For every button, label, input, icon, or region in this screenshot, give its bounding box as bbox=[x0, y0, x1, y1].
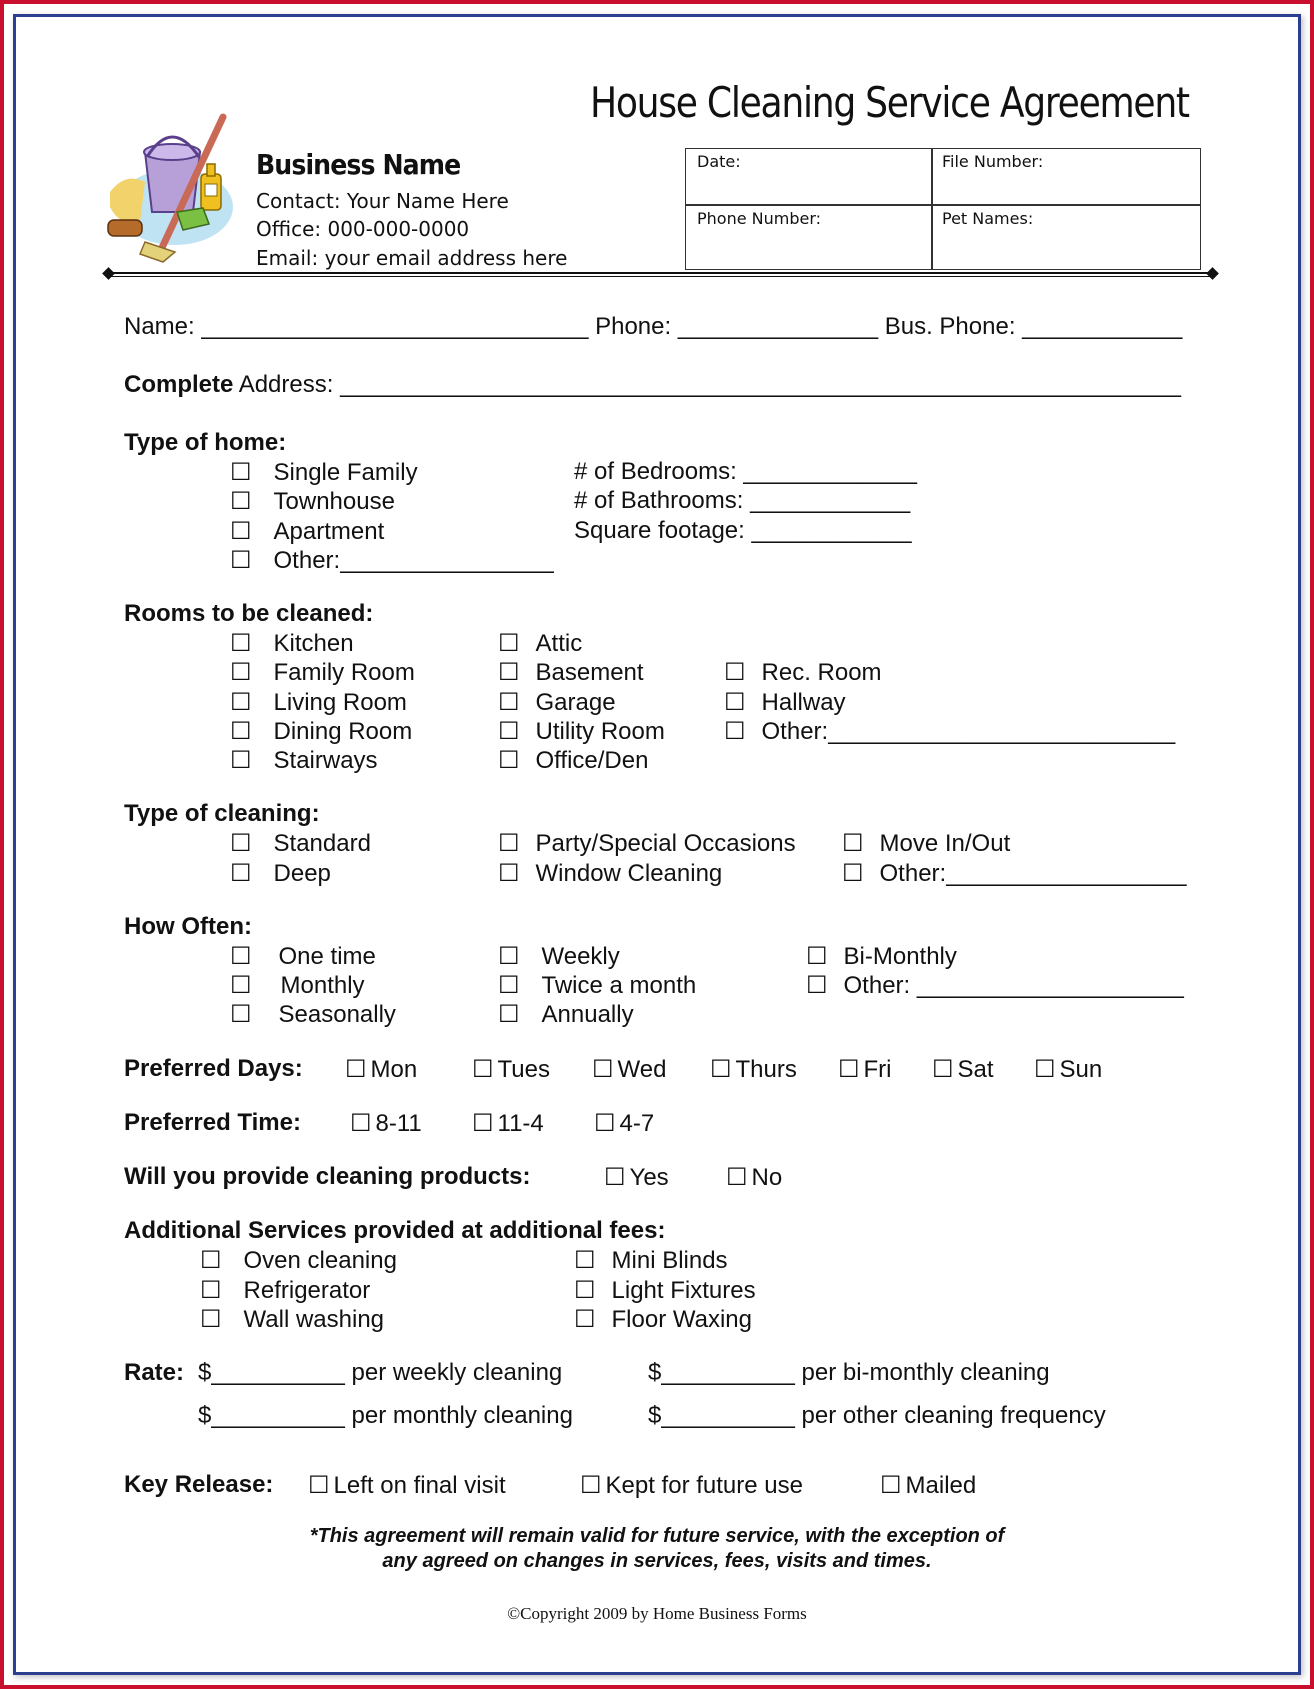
additional-service-option[interactable]: ☐ Floor Waxing bbox=[574, 1306, 752, 1333]
agreement-note-line-1: *This agreement will remain valid for future service, with the exception of bbox=[309, 1525, 1005, 1547]
home-type-other[interactable]: ☐ Other:________________ bbox=[230, 547, 554, 574]
checkbox[interactable]: ☐ bbox=[932, 1056, 954, 1083]
room-option-other[interactable]: ☐ Other:__________________________ bbox=[724, 718, 1176, 745]
checkbox[interactable]: ☐ bbox=[230, 972, 252, 999]
address-bold-label: Complete bbox=[124, 371, 234, 398]
room-option[interactable]: ☐ Garage bbox=[498, 689, 616, 716]
time-option[interactable]: ☐ 4-7 bbox=[594, 1110, 655, 1137]
frequency-option[interactable]: ☐ Annually bbox=[498, 1001, 634, 1028]
name-phone-line[interactable]: Name: _____________________________ Phone: _______________ Bus. Phone: ____________ bbox=[124, 313, 1183, 340]
date-field[interactable]: Date: bbox=[697, 152, 741, 171]
room-option[interactable]: ☐ Utility Room bbox=[498, 718, 665, 745]
checkbox[interactable]: ☐ bbox=[842, 830, 864, 857]
rate-bimonthly-field[interactable]: $__________ per bi-monthly cleaning bbox=[648, 1359, 1050, 1386]
checkbox[interactable]: ☐ bbox=[594, 1110, 616, 1137]
additional-service-option[interactable]: ☐ Light Fixtures bbox=[574, 1277, 756, 1304]
time-option[interactable]: ☐ 11-4 bbox=[472, 1110, 544, 1137]
room-option[interactable]: ☐ Office/Den bbox=[498, 747, 649, 774]
checkbox[interactable]: ☐ bbox=[308, 1472, 330, 1499]
checkbox[interactable]: ☐ bbox=[230, 459, 252, 486]
room-option[interactable]: ☐ Family Room bbox=[230, 659, 415, 686]
checkbox[interactable]: ☐ bbox=[498, 689, 520, 716]
checkbox[interactable]: ☐ bbox=[200, 1247, 222, 1274]
checkbox[interactable]: ☐ bbox=[498, 943, 520, 970]
room-option[interactable]: ☐ Rec. Room bbox=[724, 659, 882, 686]
checkbox[interactable]: ☐ bbox=[200, 1306, 222, 1333]
checkbox[interactable]: ☐ bbox=[230, 689, 252, 716]
rate-other-field[interactable]: $__________ per other cleaning frequency bbox=[648, 1402, 1106, 1429]
checkbox[interactable]: ☐ bbox=[838, 1056, 860, 1083]
checkbox[interactable]: ☐ bbox=[574, 1277, 596, 1304]
checkbox[interactable]: ☐ bbox=[880, 1472, 902, 1499]
frequency-option[interactable]: ☐ Bi-Monthly bbox=[806, 943, 957, 970]
checkbox[interactable]: ☐ bbox=[498, 860, 520, 887]
checkbox[interactable]: ☐ bbox=[230, 830, 252, 857]
checkbox[interactable]: ☐ bbox=[345, 1056, 367, 1083]
room-option[interactable]: ☐ Stairways bbox=[230, 747, 378, 774]
checkbox[interactable]: ☐ bbox=[498, 1001, 520, 1028]
frequency-option-other[interactable]: ☐ Other: ____________________ bbox=[806, 972, 1184, 999]
contact-line: Contact: Your Name Here bbox=[256, 189, 509, 213]
frequency-option[interactable]: ☐ Monthly bbox=[230, 972, 365, 999]
office-phone-line: Office: 000-000-0000 bbox=[256, 217, 470, 241]
checkbox[interactable]: ☐ bbox=[498, 747, 520, 774]
additional-services-heading: Additional Services provided at additional fees: bbox=[124, 1217, 666, 1244]
checkbox[interactable]: ☐ bbox=[724, 689, 746, 716]
key-option-kept-for-future-use[interactable]: ☐ Kept for future use bbox=[580, 1472, 803, 1499]
additional-service-option[interactable]: ☐ Wall washing bbox=[200, 1306, 385, 1333]
email-line: Email: your email address here bbox=[256, 246, 568, 270]
rate-monthly-field[interactable]: $__________ per monthly cleaning bbox=[198, 1402, 573, 1429]
home-type-townhouse[interactable]: ☐ Townhouse bbox=[230, 488, 395, 515]
checkbox[interactable]: ☐ bbox=[574, 1306, 596, 1333]
checkbox[interactable]: ☐ bbox=[230, 943, 252, 970]
day-option-sat[interactable]: ☐ Sat bbox=[932, 1056, 994, 1083]
checkbox[interactable]: ☐ bbox=[498, 972, 520, 999]
checkbox[interactable]: ☐ bbox=[230, 659, 252, 686]
checkbox[interactable]: ☐ bbox=[230, 518, 252, 545]
room-option[interactable]: ☐ Attic bbox=[498, 630, 583, 657]
room-option[interactable]: ☐ Basement bbox=[498, 659, 644, 686]
header-divider bbox=[108, 272, 1214, 274]
cleaning-option[interactable]: ☐ Move In/Out bbox=[842, 830, 1011, 857]
header-divider-secondary bbox=[108, 276, 1214, 277]
agreement-note-line-2: any agreed on changes in services, fees, visits and times. bbox=[382, 1550, 932, 1572]
checkbox[interactable]: ☐ bbox=[498, 659, 520, 686]
home-type-apartment[interactable]: ☐ Apartment bbox=[230, 518, 385, 545]
day-option-tues[interactable]: ☐ Tues bbox=[472, 1056, 550, 1083]
file-number-field[interactable]: File Number: bbox=[942, 152, 1044, 171]
checkbox[interactable]: ☐ bbox=[604, 1164, 626, 1191]
checkbox[interactable]: ☐ bbox=[724, 718, 746, 745]
day-option-wed[interactable]: ☐ Wed bbox=[592, 1056, 667, 1083]
bathrooms-field[interactable]: # of Bathrooms: ____________ bbox=[574, 487, 911, 514]
pet-names-field[interactable]: Pet Names: bbox=[942, 209, 1034, 228]
checkbox[interactable]: ☐ bbox=[710, 1056, 732, 1083]
address-line[interactable] bbox=[124, 371, 1181, 399]
key-release-label: Key Release: bbox=[124, 1471, 274, 1498]
bedrooms-field[interactable]: # of Bedrooms: _____________ bbox=[574, 458, 917, 485]
cleaning-option-other[interactable]: ☐ Other:__________________ bbox=[842, 860, 1187, 887]
preferred-time-label: Preferred Time: bbox=[124, 1109, 301, 1136]
frequency-option[interactable]: ☐ Weekly bbox=[498, 943, 620, 970]
checkbox[interactable]: ☐ bbox=[350, 1110, 372, 1137]
checkbox[interactable]: ☐ bbox=[230, 718, 252, 745]
checkbox[interactable]: ☐ bbox=[574, 1247, 596, 1274]
checkbox[interactable]: ☐ bbox=[498, 718, 520, 745]
key-option-mailed[interactable]: ☐ Mailed bbox=[880, 1472, 977, 1499]
checkbox[interactable]: ☐ bbox=[472, 1110, 494, 1137]
day-option-fri[interactable]: ☐ Fri bbox=[838, 1056, 892, 1083]
frequency-heading: How Often: bbox=[124, 913, 252, 940]
checkbox[interactable]: ☐ bbox=[592, 1056, 614, 1083]
checkbox[interactable]: ☐ bbox=[230, 747, 252, 774]
checkbox[interactable]: ☐ bbox=[230, 547, 252, 574]
checkbox[interactable]: ☐ bbox=[200, 1277, 222, 1304]
rate-weekly-field[interactable]: $__________ per weekly cleaning bbox=[198, 1359, 563, 1386]
rooms-heading: Rooms to be cleaned: bbox=[124, 600, 374, 627]
cleaning-type-heading: Type of cleaning: bbox=[124, 800, 320, 827]
checkbox[interactable]: ☐ bbox=[230, 488, 252, 515]
preferred-days-label: Preferred Days: bbox=[124, 1055, 303, 1082]
checkbox[interactable]: ☐ bbox=[724, 659, 746, 686]
checkbox[interactable]: ☐ bbox=[472, 1056, 494, 1083]
additional-service-option[interactable]: ☐ Oven cleaning bbox=[200, 1247, 397, 1274]
room-option[interactable]: ☐ Living Room bbox=[230, 689, 407, 716]
address-field: Address: _______________________________________________________________ bbox=[233, 371, 1181, 398]
checkbox[interactable]: ☐ bbox=[842, 860, 864, 887]
frequency-option[interactable]: ☐ One time bbox=[230, 943, 376, 970]
room-option[interactable]: ☐ Dining Room bbox=[230, 718, 413, 745]
cleaning-option[interactable]: ☐ Window Cleaning bbox=[498, 860, 723, 887]
cleaning-option[interactable]: ☐ Deep bbox=[230, 860, 331, 887]
checkbox[interactable]: ☐ bbox=[230, 860, 252, 887]
checkbox[interactable]: ☐ bbox=[498, 830, 520, 857]
day-option-thurs[interactable]: ☐ Thurs bbox=[710, 1056, 797, 1083]
cleaning-supplies-logo bbox=[105, 112, 240, 267]
cleaning-option[interactable]: ☐ Party/Special Occasions bbox=[498, 830, 796, 857]
room-option[interactable]: ☐ Hallway bbox=[724, 689, 846, 716]
checkbox[interactable]: ☐ bbox=[230, 630, 252, 657]
checkbox[interactable]: ☐ bbox=[726, 1164, 748, 1191]
home-type-heading: Type of home: bbox=[124, 429, 287, 456]
time-option[interactable]: ☐ 8-11 bbox=[350, 1110, 422, 1137]
frequency-option[interactable]: ☐ Twice a month bbox=[498, 972, 697, 999]
checkbox[interactable]: ☐ bbox=[230, 1001, 252, 1028]
cleaning-option[interactable]: ☐ Standard bbox=[230, 830, 371, 857]
rate-label: Rate: bbox=[124, 1359, 185, 1386]
checkbox[interactable]: ☐ bbox=[498, 630, 520, 657]
copyright: ©Copyright 2009 by Home Business Forms bbox=[507, 1604, 807, 1623]
checkbox[interactable]: ☐ bbox=[806, 972, 828, 999]
additional-service-option[interactable]: ☐ Refrigerator bbox=[200, 1277, 371, 1304]
square-footage-field[interactable]: Square footage: ____________ bbox=[574, 517, 912, 544]
room-option[interactable]: ☐ Kitchen bbox=[230, 630, 354, 657]
document-title: House Cleaning Service Agreement bbox=[590, 78, 1189, 127]
business-name: Business Name bbox=[256, 148, 461, 181]
checkbox[interactable]: ☐ bbox=[580, 1472, 602, 1499]
additional-service-option[interactable]: ☐ Mini Blinds bbox=[574, 1247, 728, 1274]
day-option-sun[interactable]: ☐ Sun bbox=[1034, 1056, 1103, 1083]
cleaning-products-label: Will you provide cleaning products: bbox=[124, 1163, 531, 1190]
day-option-mon[interactable]: ☐ Mon bbox=[345, 1056, 418, 1083]
products-no-option[interactable]: ☐ No bbox=[726, 1164, 783, 1191]
checkbox[interactable]: ☐ bbox=[1034, 1056, 1056, 1083]
frequency-option[interactable]: ☐ Seasonally bbox=[230, 1001, 396, 1028]
products-yes-option[interactable]: ☐ Yes bbox=[604, 1164, 669, 1191]
checkbox[interactable]: ☐ bbox=[806, 943, 828, 970]
home-type-single-family[interactable]: ☐ Single Family bbox=[230, 459, 418, 486]
key-option-left-on-final-visit[interactable]: ☐ Left on final visit bbox=[308, 1472, 506, 1499]
phone-number-field[interactable]: Phone Number: bbox=[697, 209, 822, 228]
info-box bbox=[685, 148, 1201, 270]
